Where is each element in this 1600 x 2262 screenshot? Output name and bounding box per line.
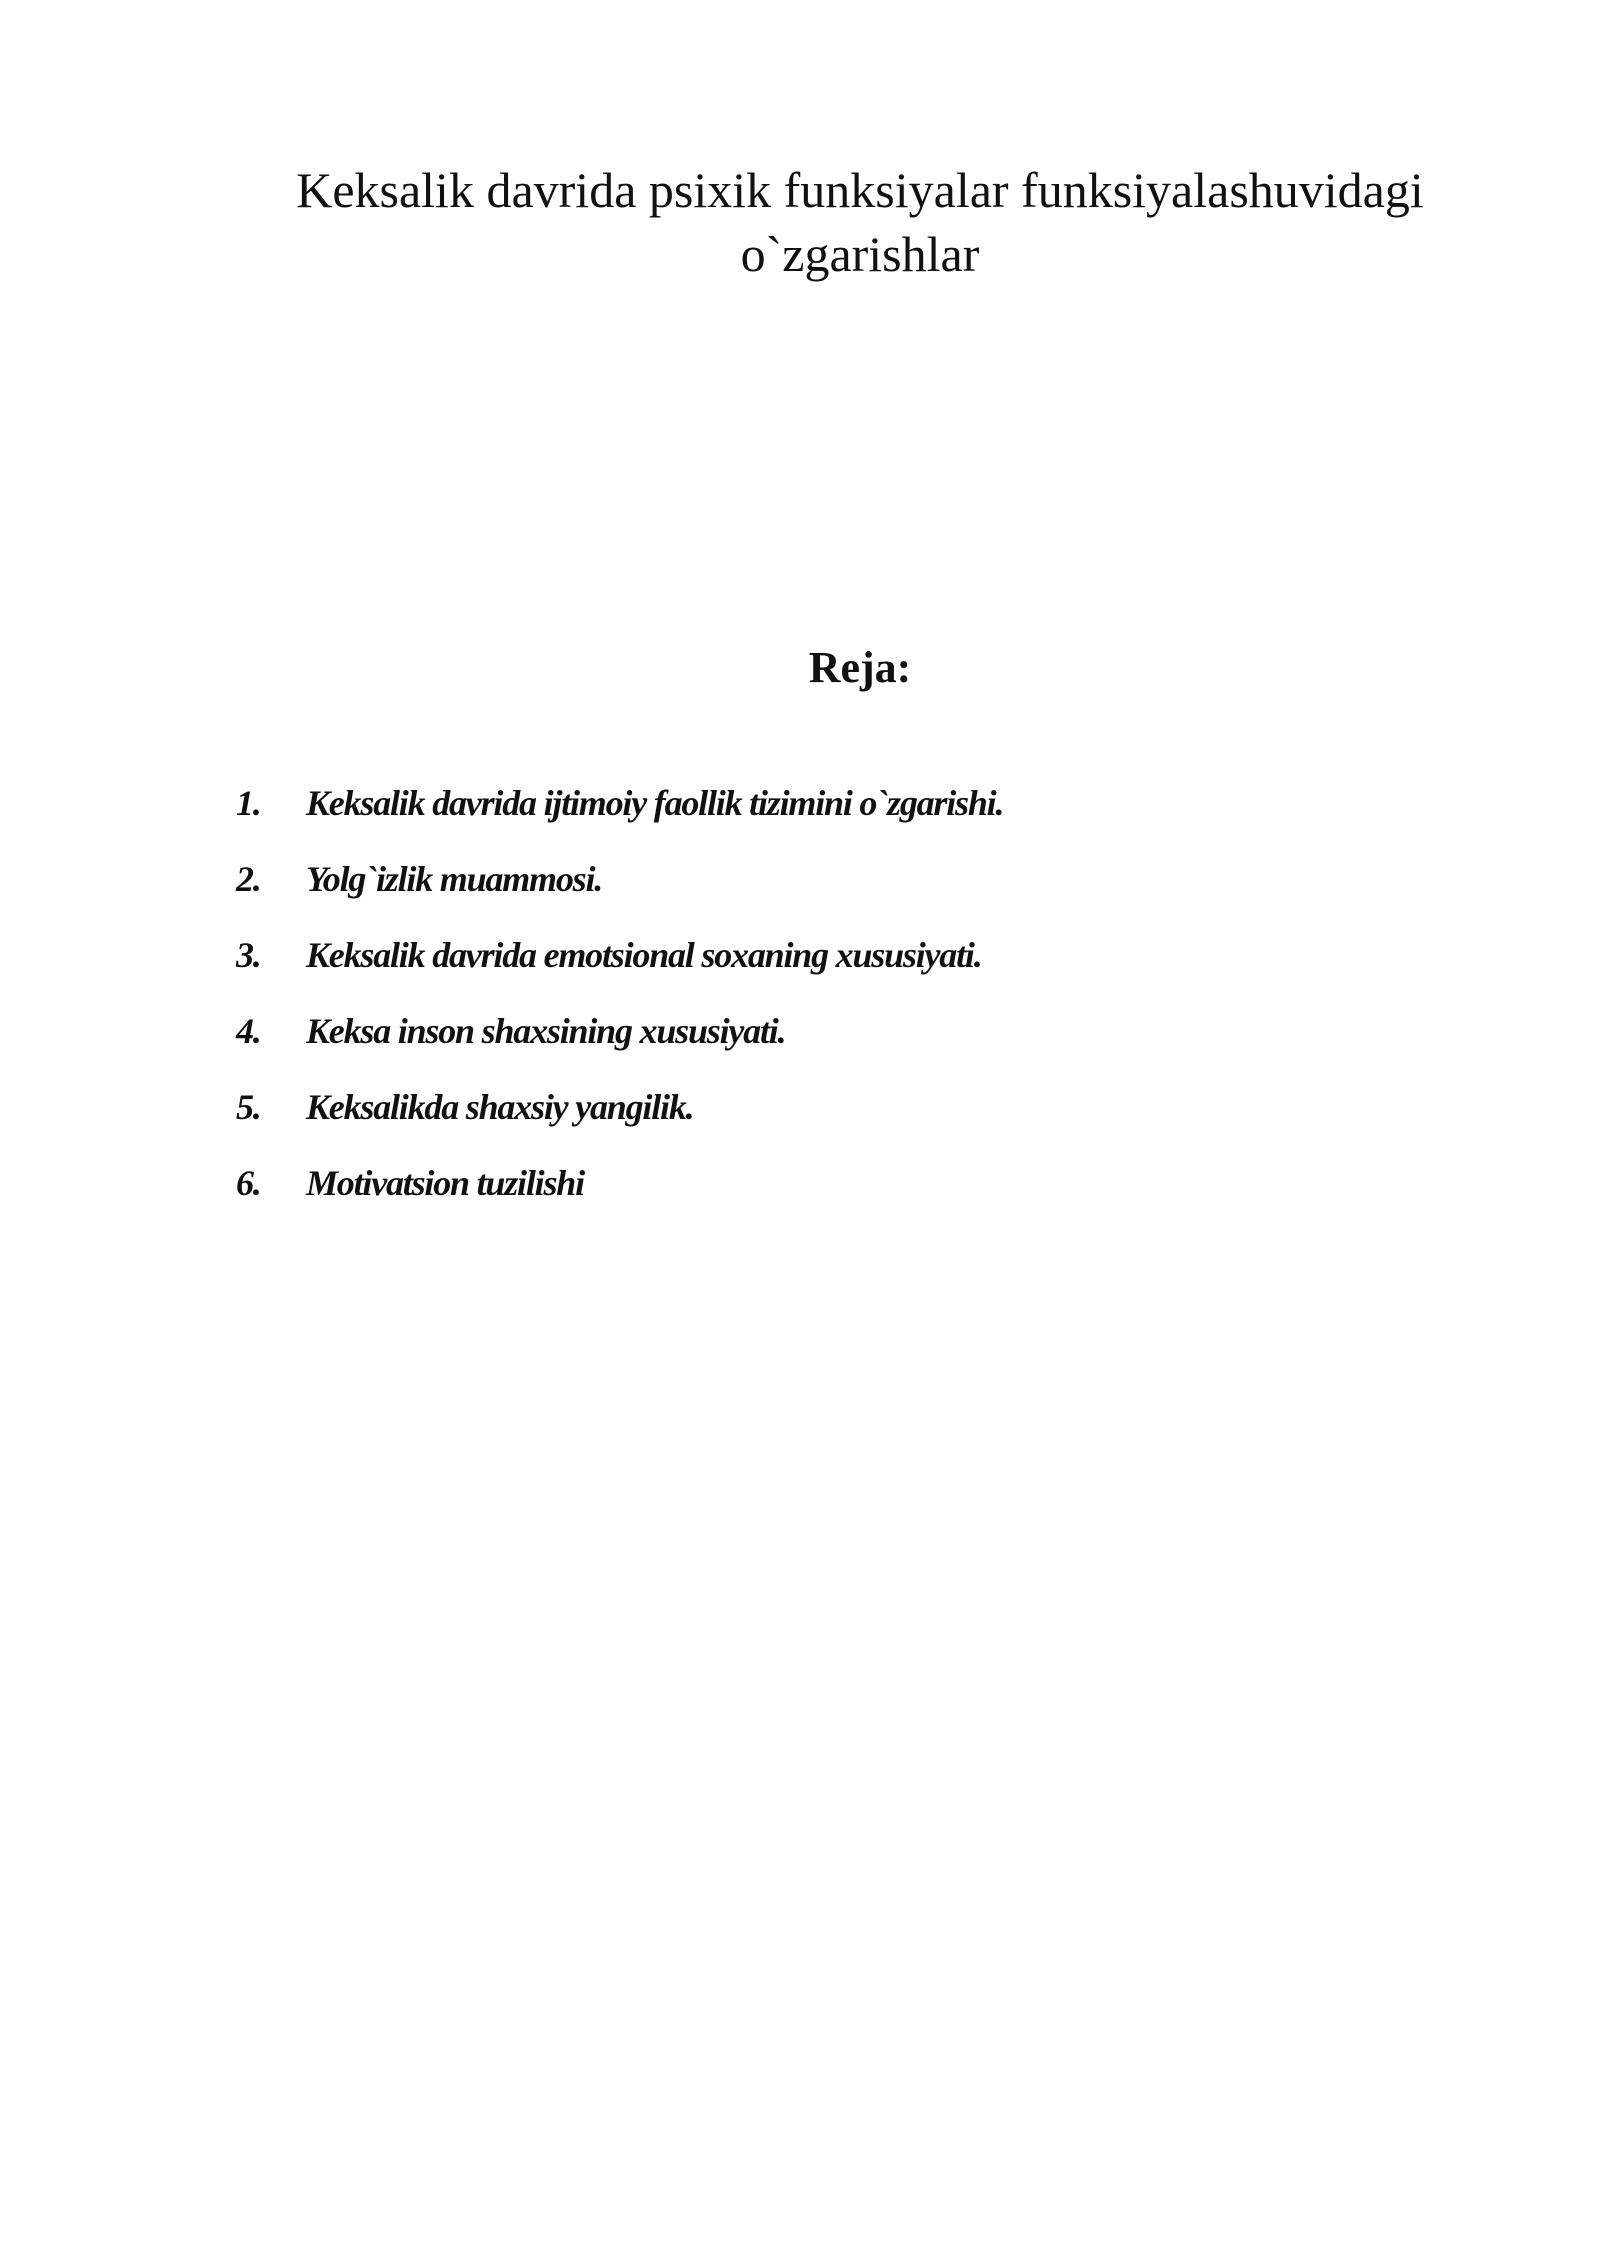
plan-item-text: Keksa inson shaxsining xususiyati.: [306, 1011, 786, 1051]
plan-item-number: 6.: [236, 1163, 261, 1203]
plan-item-number: 3.: [236, 935, 261, 975]
plan-item-2: [236, 858, 1003, 934]
title-line-1: Keksalik davrida psixik funksiyalar funksiyalashuvidagi: [296, 162, 1424, 218]
plan-item-text: Motivatsion tuzilishi: [306, 1163, 584, 1203]
plan-item-4: [236, 1010, 1003, 1086]
plan-item-5: [236, 1086, 1003, 1162]
plan-item-number: 4.: [236, 1011, 261, 1051]
plan-item-number: 5.: [236, 1087, 261, 1127]
plan-item-text: Keksalikda shaxsiy yangilik.: [306, 1087, 694, 1127]
page-title: [160, 158, 1560, 286]
plan-list: [236, 782, 1003, 1238]
plan-item-text: Keksalik davrida emotsional soxaning xususiyati.: [306, 935, 982, 975]
plan-item-number: 2.: [236, 859, 261, 899]
plan-item-1: [236, 782, 1003, 858]
plan-item-number: 1.: [236, 783, 261, 823]
plan-heading: Reja:: [808, 643, 912, 692]
plan-item-text: Keksalik davrida ijtimoiy faollik tizimini o`zgarishi.: [306, 783, 1004, 823]
plan-item-text: Yolg`izlik muammosi.: [306, 859, 603, 899]
plan-item-6: [236, 1162, 1003, 1238]
title-line-2: o`zgarishlar: [740, 226, 980, 282]
plan-item-3: [236, 934, 1003, 1010]
